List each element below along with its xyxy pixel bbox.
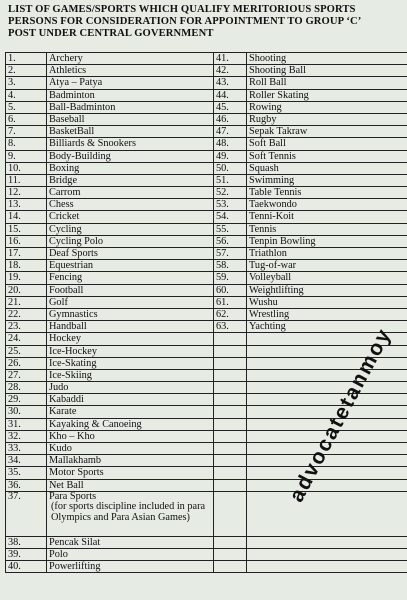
right-serial-cell: 61.: [214, 296, 247, 308]
right-sport-cell: [247, 536, 407, 548]
table-row: [6, 235, 407, 247]
right-serial-cell: 48.: [214, 138, 247, 150]
table-row: [6, 357, 407, 369]
left-serial-cell: 13.: [6, 199, 47, 211]
left-sport-cell: Judo: [47, 382, 214, 394]
right-sport-cell: Weightlifting: [247, 284, 407, 296]
left-sport-cell: Carrom: [47, 187, 214, 199]
left-sport-cell: Karate: [47, 406, 214, 418]
right-serial-cell: [214, 333, 247, 345]
left-sport-cell: Chess: [47, 199, 214, 211]
right-sport-cell: Rowing: [247, 101, 407, 113]
left-serial-cell: 30.: [6, 406, 47, 418]
heading-line-1: LIST OF GAMES/SPORTS WHICH QUALIFY MERITORIOUS SPORTS: [8, 4, 356, 15]
right-serial-cell: 56.: [214, 235, 247, 247]
left-sport-cell: Net Ball: [47, 479, 214, 491]
right-serial-cell: [214, 443, 247, 455]
right-sport-cell: Roller Skating: [247, 89, 407, 101]
left-serial-cell: 26.: [6, 357, 47, 369]
right-serial-cell: [214, 394, 247, 406]
table-row: [6, 126, 407, 138]
left-sport-cell: Atya – Patya: [47, 77, 214, 89]
right-sport-cell: [247, 561, 407, 573]
left-serial-cell: 36.: [6, 479, 47, 491]
left-serial-cell: 15.: [6, 223, 47, 235]
left-serial-cell: 22.: [6, 308, 47, 320]
table-row: [6, 430, 407, 442]
left-sport-cell: Kudo: [47, 443, 214, 455]
left-sport-cell: Motor Sports: [47, 467, 214, 479]
right-serial-cell: 57.: [214, 248, 247, 260]
right-serial-cell: 59.: [214, 272, 247, 284]
left-serial-cell: 12.: [6, 187, 47, 199]
left-serial-cell: 4.: [6, 89, 47, 101]
left-serial-cell: 23.: [6, 321, 47, 333]
right-sport-cell: Sepak Takraw: [247, 126, 407, 138]
right-serial-cell: 58.: [214, 260, 247, 272]
left-sport-cell: Boxing: [47, 162, 214, 174]
right-serial-cell: 62.: [214, 308, 247, 320]
left-sport-cell: Polo: [47, 548, 214, 560]
left-sport-cell: Handball: [47, 321, 214, 333]
right-sport-cell: [247, 479, 407, 491]
left-sport-cell: Archery: [47, 53, 214, 65]
right-serial-cell: 49.: [214, 150, 247, 162]
left-serial-cell: 34.: [6, 455, 47, 467]
table-row: [6, 223, 407, 235]
right-serial-cell: 42.: [214, 65, 247, 77]
right-serial-cell: 52.: [214, 187, 247, 199]
left-serial-cell: 31.: [6, 418, 47, 430]
left-sport-cell: Fencing: [47, 272, 214, 284]
right-sport-cell: Rugby: [247, 113, 407, 125]
right-serial-cell: 50.: [214, 162, 247, 174]
left-serial-cell: 7.: [6, 126, 47, 138]
left-serial-cell: 3.: [6, 77, 47, 89]
right-serial-cell: [214, 418, 247, 430]
left-sport-cell: [47, 491, 214, 536]
right-serial-cell: 45.: [214, 101, 247, 113]
right-serial-cell: [214, 406, 247, 418]
right-serial-cell: [214, 369, 247, 381]
table-row: [6, 443, 407, 455]
left-sport-cell: Cycling: [47, 223, 214, 235]
table-row: [6, 321, 407, 333]
left-sport-cell: Football: [47, 284, 214, 296]
left-serial-cell: 24.: [6, 333, 47, 345]
right-serial-cell: 41.: [214, 53, 247, 65]
right-sport-cell: Triathlon: [247, 248, 407, 260]
left-serial-cell: 19.: [6, 272, 47, 284]
left-serial-cell: 10.: [6, 162, 47, 174]
left-sport-cell: Gymnastics: [47, 308, 214, 320]
right-sport-cell: Soft Tennis: [247, 150, 407, 162]
right-sport-cell: Swimming: [247, 174, 407, 186]
sports-table: [5, 52, 407, 573]
table-row: [6, 467, 407, 479]
table-row: [6, 162, 407, 174]
table-row: [6, 101, 407, 113]
left-sport-cell: Ball-Badminton: [47, 101, 214, 113]
sport-note: (for sports discipline included in para Olympics and Para Asian Games): [51, 501, 206, 523]
left-serial-cell: 39.: [6, 548, 47, 560]
left-serial-cell: 2.: [6, 65, 47, 77]
table-row: [6, 211, 407, 223]
table-row: [6, 89, 407, 101]
right-serial-cell: [214, 382, 247, 394]
table-row: [6, 65, 407, 77]
right-serial-cell: 47.: [214, 126, 247, 138]
right-sport-cell: Volleyball: [247, 272, 407, 284]
left-sport-cell: Golf: [47, 296, 214, 308]
right-sport-cell: [247, 382, 407, 394]
left-sport-cell: Pencak Silat: [47, 536, 214, 548]
right-sport-cell: Wrestling: [247, 308, 407, 320]
right-serial-cell: [214, 357, 247, 369]
right-serial-cell: [214, 548, 247, 560]
table-row: [6, 479, 407, 491]
table-row: [6, 260, 407, 272]
heading-line-2: PERSONS FOR CONSIDERATION FOR APPOINTMENT TO GROUP ‘C’: [8, 16, 362, 27]
right-serial-cell: [214, 455, 247, 467]
table-row: [6, 113, 407, 125]
left-serial-cell: 33.: [6, 443, 47, 455]
left-sport-cell: Cricket: [47, 211, 214, 223]
right-sport-cell: Tenpin Bowling: [247, 235, 407, 247]
right-sport-cell: Roll Ball: [247, 77, 407, 89]
right-sport-cell: Table Tennis: [247, 187, 407, 199]
right-serial-cell: [214, 479, 247, 491]
left-serial-cell: 9.: [6, 150, 47, 162]
right-serial-cell: [214, 430, 247, 442]
table-row: [6, 187, 407, 199]
left-serial-cell: 14.: [6, 211, 47, 223]
right-serial-cell: 53.: [214, 199, 247, 211]
left-serial-cell: 16.: [6, 235, 47, 247]
right-serial-cell: 55.: [214, 223, 247, 235]
left-serial-cell: 35.: [6, 467, 47, 479]
right-sport-cell: [247, 394, 407, 406]
document-heading: [8, 4, 400, 40]
left-sport-cell: Athletics: [47, 65, 214, 77]
sport-name: Para Sports: [49, 491, 97, 502]
left-serial-cell: 40.: [6, 561, 47, 573]
left-serial-cell: 11.: [6, 174, 47, 186]
table-row: [6, 77, 407, 89]
left-sport-cell: Kho – Kho: [47, 430, 214, 442]
left-serial-cell: 25.: [6, 345, 47, 357]
left-serial-cell: 6.: [6, 113, 47, 125]
table-row: [6, 333, 407, 345]
right-sport-cell: Shooting: [247, 53, 407, 65]
right-sport-cell: Wushu: [247, 296, 407, 308]
left-sport-cell: BasketBall: [47, 126, 214, 138]
left-sport-cell: Cycling Polo: [47, 235, 214, 247]
table-row: [6, 248, 407, 260]
heading-line-3: POST UNDER CENTRAL GOVERNMENT: [8, 28, 214, 39]
right-serial-cell: 44.: [214, 89, 247, 101]
table-row: [6, 491, 407, 536]
right-serial-cell: [214, 467, 247, 479]
table-row: [6, 455, 407, 467]
left-serial-cell: 8.: [6, 138, 47, 150]
table-row: [6, 53, 407, 65]
right-serial-cell: 46.: [214, 113, 247, 125]
left-serial-cell: 37.: [6, 491, 47, 536]
left-serial-cell: 21.: [6, 296, 47, 308]
left-serial-cell: 38.: [6, 536, 47, 548]
right-sport-cell: [247, 467, 407, 479]
right-sport-cell: [247, 548, 407, 560]
left-sport-cell: Ice-Skating: [47, 357, 214, 369]
right-serial-cell: [214, 536, 247, 548]
right-serial-cell: 63.: [214, 321, 247, 333]
right-sport-cell: Tug-of-war: [247, 260, 407, 272]
table-row: [6, 199, 407, 211]
right-serial-cell: [214, 345, 247, 357]
right-sport-cell: Tennis: [247, 223, 407, 235]
right-serial-cell: 60.: [214, 284, 247, 296]
table-row: [6, 561, 407, 573]
table-row: [6, 548, 407, 560]
left-sport-cell: Billiards & Snookers: [47, 138, 214, 150]
right-sport-cell: Yachting: [247, 321, 407, 333]
right-serial-cell: 54.: [214, 211, 247, 223]
left-sport-cell: Mallakhamb: [47, 455, 214, 467]
left-sport-cell: Deaf Sports: [47, 248, 214, 260]
left-serial-cell: 20.: [6, 284, 47, 296]
table-row: [6, 284, 407, 296]
left-serial-cell: 17.: [6, 248, 47, 260]
right-serial-cell: 43.: [214, 77, 247, 89]
right-sport-cell: Shooting Ball: [247, 65, 407, 77]
left-sport-cell: Baseball: [47, 113, 214, 125]
table-row: [6, 138, 407, 150]
left-sport-cell: Ice-Skiing: [47, 369, 214, 381]
right-sport-cell: Soft Ball: [247, 138, 407, 150]
left-sport-cell: Hockey: [47, 333, 214, 345]
left-serial-cell: 29.: [6, 394, 47, 406]
left-serial-cell: 27.: [6, 369, 47, 381]
left-sport-cell: Powerlifting: [47, 561, 214, 573]
left-sport-cell: Equestrian: [47, 260, 214, 272]
left-serial-cell: 28.: [6, 382, 47, 394]
left-sport-cell: Body-Building: [47, 150, 214, 162]
right-sport-cell: Taekwondo: [247, 199, 407, 211]
left-serial-cell: 1.: [6, 53, 47, 65]
left-serial-cell: 32.: [6, 430, 47, 442]
right-serial-cell: [214, 561, 247, 573]
left-sport-cell: Kabaddi: [47, 394, 214, 406]
left-sport-cell: Ice-Hockey: [47, 345, 214, 357]
left-serial-cell: 18.: [6, 260, 47, 272]
table-row: [6, 345, 407, 357]
table-row: [6, 536, 407, 548]
right-sport-cell: [247, 369, 407, 381]
right-serial-cell: 51.: [214, 174, 247, 186]
watermark: advocatetanmoy: [285, 323, 397, 506]
table-row: [6, 174, 407, 186]
right-serial-cell: [214, 491, 247, 536]
table-row: [6, 272, 407, 284]
right-sport-cell: Squash: [247, 162, 407, 174]
left-sport-cell: Kayaking & Canoeing: [47, 418, 214, 430]
table-row: [6, 308, 407, 320]
right-sport-cell: [247, 491, 407, 536]
table-row: [6, 296, 407, 308]
left-sport-cell: Badminton: [47, 89, 214, 101]
left-sport-cell: Bridge: [47, 174, 214, 186]
right-sport-cell: Tenni-Koit: [247, 211, 407, 223]
table-row: [6, 150, 407, 162]
left-serial-cell: 5.: [6, 101, 47, 113]
